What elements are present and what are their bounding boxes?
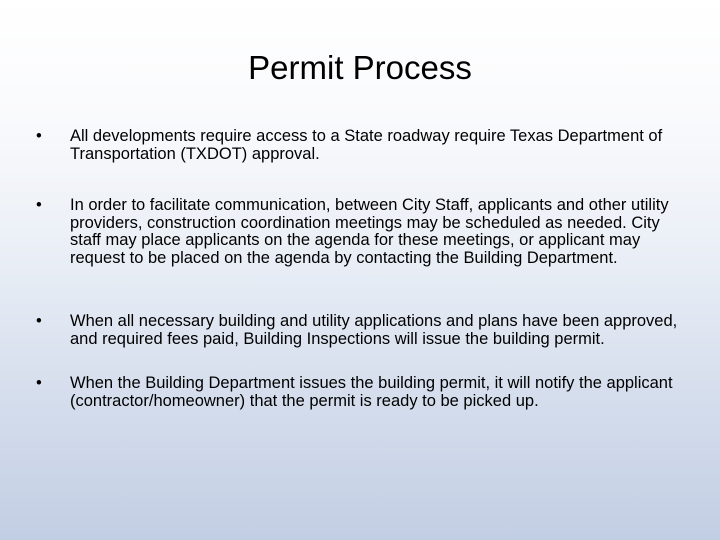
bullet-text: All developments require access to a State roadway require Texas Department of Transportation (TXDOT) approval. [70, 127, 663, 163]
bullet-dot-icon: • [36, 374, 42, 392]
bullet-text: When the Building Department issues the building permit, it will notify the applicant (contractor/homeowner) that the permit is ready to be picked up. [70, 374, 673, 410]
slide-title: Permit Process [248, 49, 472, 86]
bullet-dot-icon: • [36, 127, 42, 145]
bullet-item [36, 197, 686, 267]
bullet-item [36, 375, 686, 410]
bullet-dot-icon: • [36, 312, 42, 330]
bullet-item [36, 128, 686, 163]
bullet-text: In order to facilitate communication, between City Staff, applicants and other utility providers, construction coordination meetings may be scheduled as needed. City staff may place applicants on the agenda for these meetings, or applicant may request to be placed on the agenda by contacting the Building Department. [70, 196, 669, 267]
bullet-text: When all necessary building and utility applications and plans have been approved, and required fees paid, Building Inspections will issue the building permit. [70, 312, 678, 348]
bullet-item [36, 313, 686, 348]
bullet-list [36, 128, 686, 410]
bullet-dot-icon: • [36, 196, 42, 214]
